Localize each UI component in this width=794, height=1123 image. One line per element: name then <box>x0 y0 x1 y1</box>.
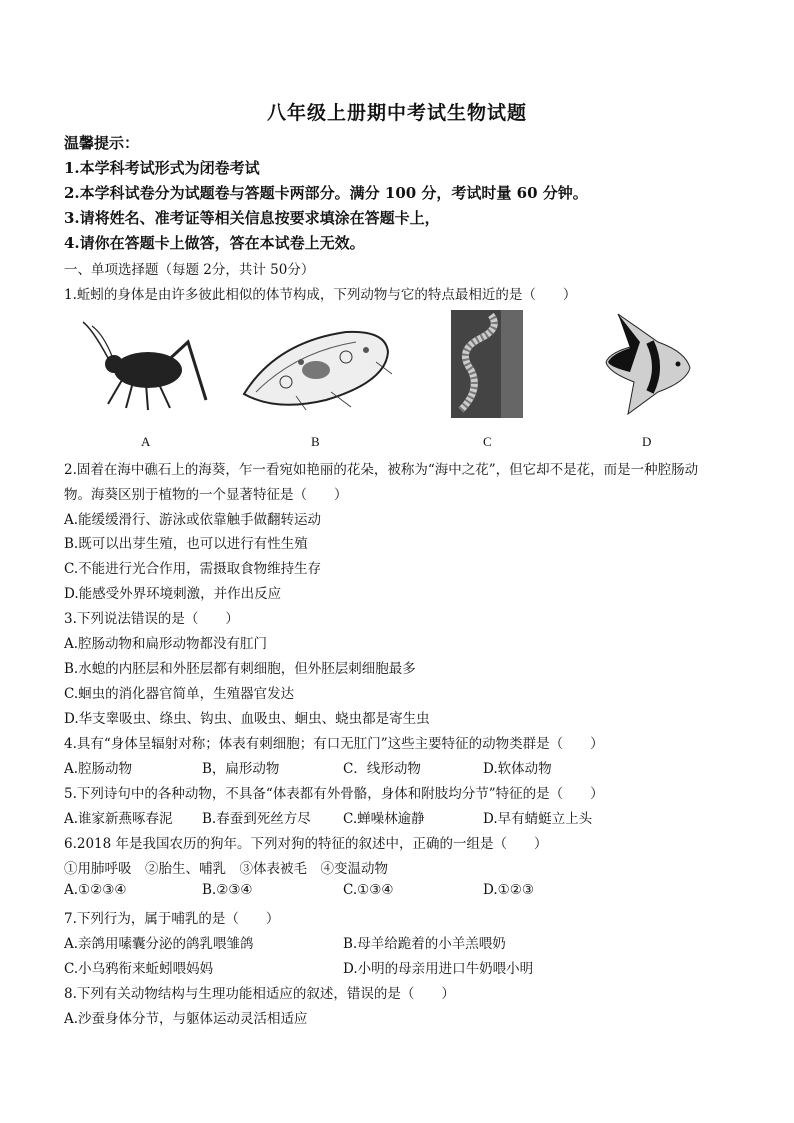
question-stem-cont: 物。海葵区别于植物的一个显著特征是（ ） <box>64 487 348 503</box>
question-stem: 3.下列说法错误的是（ ） <box>64 611 239 627</box>
option: C.①③④ <box>343 882 394 898</box>
page-title: 八年级上册期中考试生物试题 <box>266 102 527 124</box>
question-stem: 8.下列有关动物结构与生理功能相适应的叙述，错误的是（ ） <box>64 986 455 1002</box>
option: D.软体动物 <box>483 761 552 777</box>
question-stem: 1.蚯蚓的身体是由许多彼此相似的体节构成，下列动物与它的特点最相近的是（ ） <box>64 287 577 303</box>
section-heading: 一、单项选择题（每题 2分，共计 50分） <box>64 262 315 278</box>
option: D.①②③ <box>483 882 534 898</box>
option: A.①②③④ <box>64 882 127 898</box>
question-items: ①用肺呼吸 ②胎生、哺乳 ③体表被毛 ④变温动物 <box>64 861 388 877</box>
question-stem: 6.2018 年是我国农历的狗年。下列对狗的特征的叙述中，正确的一组是（ ） <box>64 836 548 852</box>
image-label-c: C <box>483 434 492 449</box>
option: C.蛔虫的消化器官简单，生殖器官发达 <box>64 686 295 702</box>
option: A.沙蚕身体分节，与躯体运动灵活相适应 <box>64 1011 308 1027</box>
option: D.早有蜻蜓立上头 <box>483 811 593 827</box>
option: C．线形动物 <box>343 761 421 777</box>
option: B，扁形动物 <box>202 761 280 777</box>
question-stem: 7.下列行为，属于哺乳的是（ ） <box>64 911 280 927</box>
tip-item: 3.请将姓名、准考证等相关信息按要求填涂在答题卡上， <box>64 209 440 227</box>
option: C.小乌鸦衔来蚯蚓喂妈妈 <box>64 961 214 977</box>
question-stem: 2.固着在海中礁石上的海葵，乍一看宛如艳丽的花朵，被称为“海中之花”，但它却不是花，而是一种腔肠动 <box>64 462 699 478</box>
option: C.不能进行光合作用，需摄取食物维持生存 <box>64 561 322 577</box>
option: D.华支睾吸虫、绦虫、钩虫、血吸虫、蛔虫、蛲虫都是寄生虫 <box>64 711 430 727</box>
earthworm-image <box>451 310 523 418</box>
option: A.谁家新燕啄春泥 <box>64 811 173 827</box>
tip-item: 4.请你在答题卡上做答，答在本试卷上无效。 <box>64 234 365 252</box>
option: B.水螅的内胚层和外胚层都有刺细胞，但外胚层刺细胞最多 <box>64 661 416 677</box>
tip-item: 1.本学科考试形式为闭卷考试 <box>64 159 260 177</box>
option: D.能感受外界环境刺激，并作出反应 <box>64 586 282 602</box>
paramecium-image <box>236 322 396 414</box>
option: A.腔肠动物 <box>64 761 133 777</box>
angelfish-image <box>600 312 696 416</box>
tips-header: 温馨提示： <box>64 134 140 152</box>
option: D.小明的母亲用进口牛奶喂小明 <box>343 961 534 977</box>
option: C.蝉噪林逾静 <box>343 811 425 827</box>
grasshopper-image <box>78 320 218 412</box>
question-stem: 4.具有“身体呈辐射对称；体表有刺细胞；有口无肛门”这些主要特征的动物类群是（ ） <box>64 736 604 752</box>
question-stem: 5.下列诗句中的各种动物，不具备“体表都有外骨骼，身体和附肢均分节”特征的是（ ） <box>64 786 604 802</box>
tip-item: 2.本学科试卷分为试题卷与答题卡两部分。满分 100 分，考试时量 60 分钟。 <box>64 184 588 202</box>
image-label-a: A <box>141 434 151 449</box>
option: A.能缓缓滑行、游泳或依靠触手做翻转运动 <box>64 512 322 528</box>
option: B.②③④ <box>202 882 253 898</box>
image-label-b: B <box>311 434 320 449</box>
option: B.春蚕到死丝方尽 <box>202 811 311 827</box>
option: A.亲鸽用嗉囊分泌的鸽乳喂雏鸽 <box>64 936 254 952</box>
option: B.母羊给跪着的小羊羔喂奶 <box>343 936 506 952</box>
image-label-d: D <box>642 434 652 449</box>
option: A.腔肠动物和扁形动物都没有肛门 <box>64 636 268 652</box>
option: B.既可以出芽生殖，也可以进行有性生殖 <box>64 536 308 552</box>
